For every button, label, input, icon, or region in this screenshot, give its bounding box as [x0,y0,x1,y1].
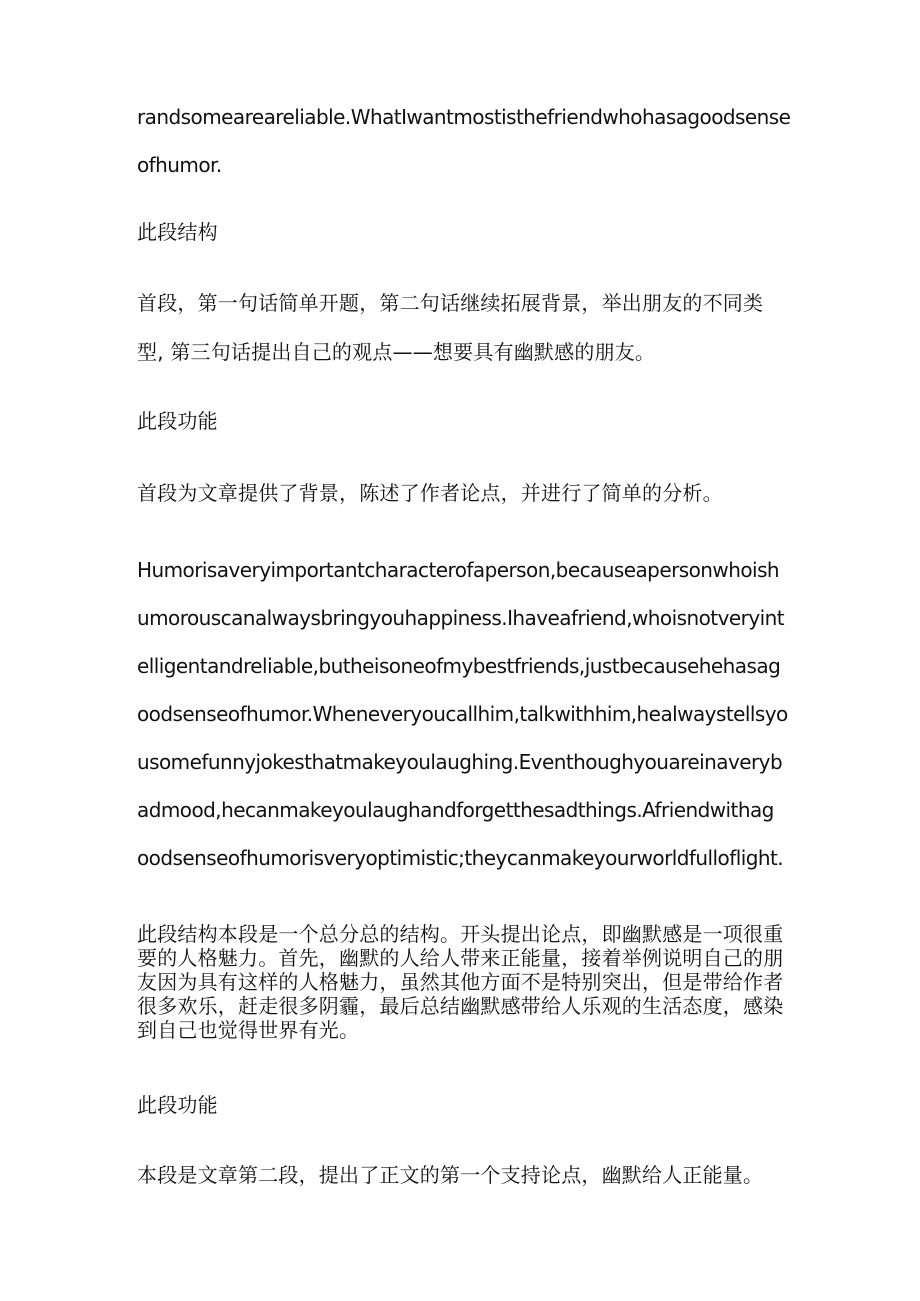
paragraph-2-line-4: oodsenseofhumor.Wheneveryoucallhim,talkwithhim,healwaystellsyo [137,702,788,726]
structure-text-line-1: 首段，第一句话简单开题，第二句话继续拓展背景，举出朋友的不同类 [137,291,764,315]
section-heading-structure: 此段结构 [137,220,218,244]
paragraph-2-line-5: usomefunnyjokesthatmakeyoulaughing.Eventhoughyouareinaveryb [137,750,783,774]
paragraph-2-line-2: umorouscanalwaysbringyouhappiness.Ihaveafriend,whoisnotveryint [137,606,785,630]
paragraph-2-line-7: oodsenseofhumorisveryoptimistic;theycanmakeyourworldfulloflight. [137,846,784,870]
paragraph-2-line-6: admood,hecanmakeyoulaughandforgetthesadthings.Afriendwithag [137,798,774,822]
structure-block-line-4: 很多欢乐，赶走很多阴霾，最后总结幽默感带给人乐观的生活态度，感染 [137,994,784,1018]
structure-block-line-3: 友因为具有这样的人格魅力，虽然其他方面不是特别突出，但是带给作者 [137,970,784,994]
paragraph-1-line-1: randsomeareareliable.WhatIwantmostisthefriendwhohasagoodsense [137,105,791,129]
structure-text-line-2: 型, 第三句话提出自己的观点——想要具有幽默感的朋友。 [137,340,656,364]
section-heading-function-2: 此段功能 [137,1093,218,1117]
structure-block-line-5: 到自己也觉得世界有光。 [137,1018,360,1042]
paragraph-1-line-2: ofhumor. [137,153,222,177]
section-heading-function: 此段功能 [137,409,218,433]
structure-block-line-2: 要的人格魅力。首先，幽默的人给人带来正能量，接着举例说明自己的朋 [137,946,784,970]
function-text-line-2: 本段是文章第二段，提出了正文的第一个支持论点，幽默给人正能量。 [137,1163,764,1187]
paragraph-2-line-3: elligentandreliable,butheisoneofmybestfriends,justbecausehehasag [137,654,781,678]
function-text-line-1: 首段为文章提供了背景，陈述了作者论点，并进行了简单的分析。 [137,481,723,505]
structure-block-line-1: 此段结构本段是一个总分总的结构。开头提出论点，即幽默感是一项很重 [137,922,784,946]
paragraph-2-line-1: Humorisaveryimportantcharacterofaperson,becauseapersonwhoish [137,558,780,582]
